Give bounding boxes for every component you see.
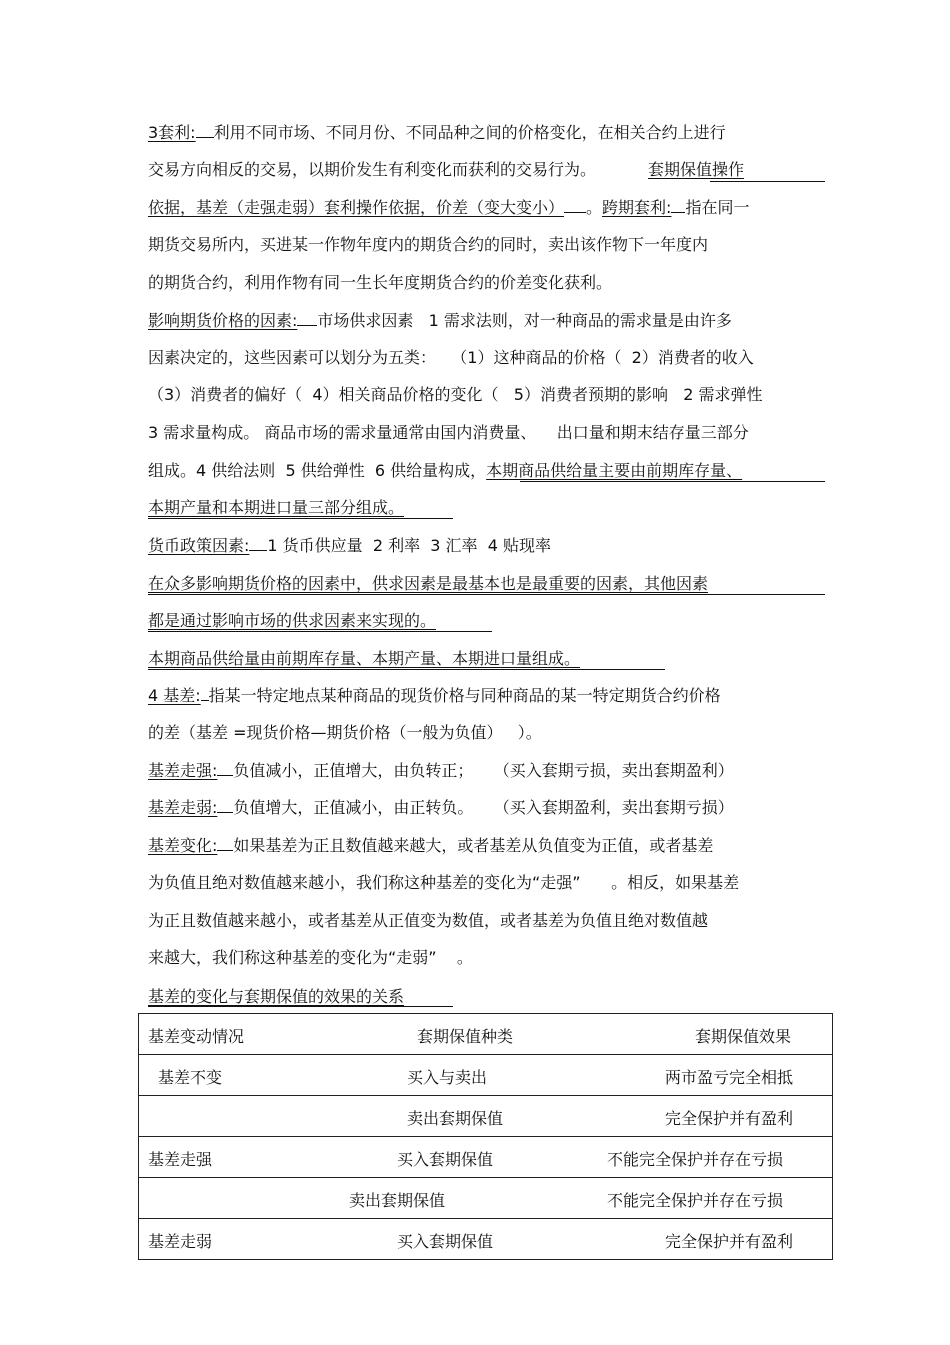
para-line14 (148, 611, 436, 631)
underlined-segment: 都是通过影响市场的供求因素来实现的。 (148, 611, 437, 630)
table-row (139, 1055, 833, 1096)
text-segment: 指在同一 (685, 198, 750, 217)
para-change-line1 (148, 836, 713, 856)
table-caption (148, 987, 404, 1007)
weaken-label: 基差走弱: (148, 798, 218, 817)
basis-hedge-table (138, 1013, 833, 1260)
underlined-segment: 本期商品供给量主要由前期库存量、 (486, 461, 743, 480)
arbitrage-label: 3套利: (148, 123, 196, 142)
para-line8: （3）消费者的偏好（ 4）相关商品价格的变化（ 5）消费者预期的影响 2 需求弹性 (148, 385, 763, 404)
strengthen-label: 基差走强: (148, 761, 218, 780)
underline-rule (148, 1006, 453, 1007)
para-line13 (148, 574, 708, 594)
monetary-label: 货币政策因素: (148, 536, 250, 555)
para-change-line3: 为正且数值越来越小，或者基差从正值变为数值，或者基差为负值且绝对数值越 (148, 911, 709, 930)
para-line10 (148, 461, 742, 481)
arbitrage-text: 利用不同市场、不同月份、不同品种之间的价格变化，在相关合约上进行 (213, 123, 726, 142)
para-line15 (148, 649, 580, 669)
change-label: 基差变化: (148, 836, 218, 855)
underlined-segment: 本期产量和本期进口量三部分组成。 (148, 498, 405, 517)
underline-rule (148, 594, 825, 595)
factors-label: 影响期货价格的因素: (148, 311, 298, 330)
para-line4: 期货交易所内，买进某一作物年度内的期货合约的同时，卖出该作物下一年度内 (148, 235, 709, 254)
para-line9: 3 需求量构成。 商品市场的需求量通常由国内消费量、 出口量和期末结存量三部分 (148, 423, 749, 442)
para-weaken (148, 798, 734, 818)
para-factors-line1 (148, 311, 732, 331)
underline-rule (148, 631, 492, 632)
table-row (139, 1219, 833, 1260)
para-line7: 因素决定的，这些因素可以划分为五类： （1）这种商品的价格（ 2）消费者的收入 (148, 348, 754, 367)
text-segment: 指某一特定地点某种商品的现货价格与同种商品的某一特定期货合约价格 (208, 686, 721, 705)
table-cell: 不能完全保护并存在亏损 (607, 1191, 784, 1210)
para-arbitrage-line1 (148, 123, 726, 143)
text-segment: 市场供求因素 1 需求法则，对一种商品的需求量是由许多 (317, 311, 732, 330)
underline-rule (148, 518, 453, 519)
table-cell: 买入与卖出 (407, 1068, 488, 1087)
table-cell: 不能完全保护并存在亏损 (607, 1150, 784, 1169)
text-segment: 负值减小，正值增大，由负转正； （买入套期亏损，卖出套期盈利） (233, 761, 734, 780)
table-cell: 两市盈亏完全相抵 (665, 1068, 794, 1087)
table-cell: 买入套期保值 (397, 1232, 494, 1251)
text-segment: 负值增大，正值减小，由正转负。 （买入套期盈利，卖出套期亏损） (233, 798, 734, 817)
underlined-segment: 套期保值操作 (648, 160, 745, 179)
para-arbitrage-line3 (148, 198, 749, 218)
header-cell: 基差变动情况 (148, 1027, 245, 1046)
table-cell: 基差走弱 (148, 1232, 213, 1251)
underlined-segment: 依据，基差（走强走弱）套利操作依据，价差（变大变小） (148, 198, 565, 217)
basis-label: 4 基差: (148, 686, 201, 705)
text-segment: 交易方向相反的交易，以期价发生有利变化而获利的交易行为。 (148, 160, 597, 179)
table-cell: 基差不变 (158, 1068, 223, 1087)
para-basis-line2: 的差（基差 =现货价格—期货价格（一般为负值） ）。 (148, 723, 542, 742)
table-cell: 完全保护并有盈利 (665, 1232, 794, 1251)
para-strengthen (148, 761, 734, 781)
para-change-line4: 来越大，我们称这种基差的变化为“走弱” 。 (148, 948, 473, 967)
text-segment: 如果基差为正且数值越来越大，或者基差从负值变为正值，或者基差 (233, 836, 714, 855)
text-segment: 1 货币供应量 2 利率 3 汇率 4 贴现率 (267, 536, 551, 555)
para-change-line2: 为负值且绝对数值越来越小，我们称这种基差的变化为“走强” 。相反，如果基差 (148, 873, 740, 892)
table-row (139, 1137, 833, 1178)
header-cell: 套期保值种类 (417, 1027, 514, 1046)
table-cell: 卖出套期保值 (349, 1191, 446, 1210)
text-segment: 。 (586, 198, 603, 217)
underlined-segment: 在众多影响期货价格的因素中，供求因素是最基本也是最重要的因素，其他因素 (148, 574, 709, 593)
table-cell: 完全保护并有盈利 (665, 1109, 794, 1128)
underline-rule (710, 181, 825, 182)
underline-rule (148, 669, 665, 670)
table-cell: 卖出套期保值 (407, 1109, 504, 1128)
table-row (139, 1178, 833, 1219)
para-monetary (148, 536, 551, 556)
para-line11 (148, 498, 404, 518)
table-cell: 基差走强 (148, 1150, 213, 1169)
table-cell: 买入套期保值 (397, 1150, 494, 1169)
para-line5: 的期货合约，利用作物有同一生长年度期货合约的价差变化获利。 (148, 273, 613, 292)
text-segment: 组成。4 供给法则 5 供给弹性 6 供给量构成， (148, 461, 487, 480)
table-header-row (139, 1014, 833, 1055)
underlined-segment: 本期商品供给量由前期库存量、本期产量、本期进口量组成。 (148, 649, 581, 668)
para-arbitrage-line2 (148, 160, 744, 180)
underline-rule (520, 481, 825, 482)
intertemporal-label: 跨期套利: (602, 198, 672, 217)
para-basis-line1 (148, 686, 721, 706)
header-cell: 套期保值效果 (695, 1027, 792, 1046)
table-row (139, 1096, 833, 1137)
underlined-segment: 基差的变化与套期保值的效果的关系 (148, 987, 405, 1006)
